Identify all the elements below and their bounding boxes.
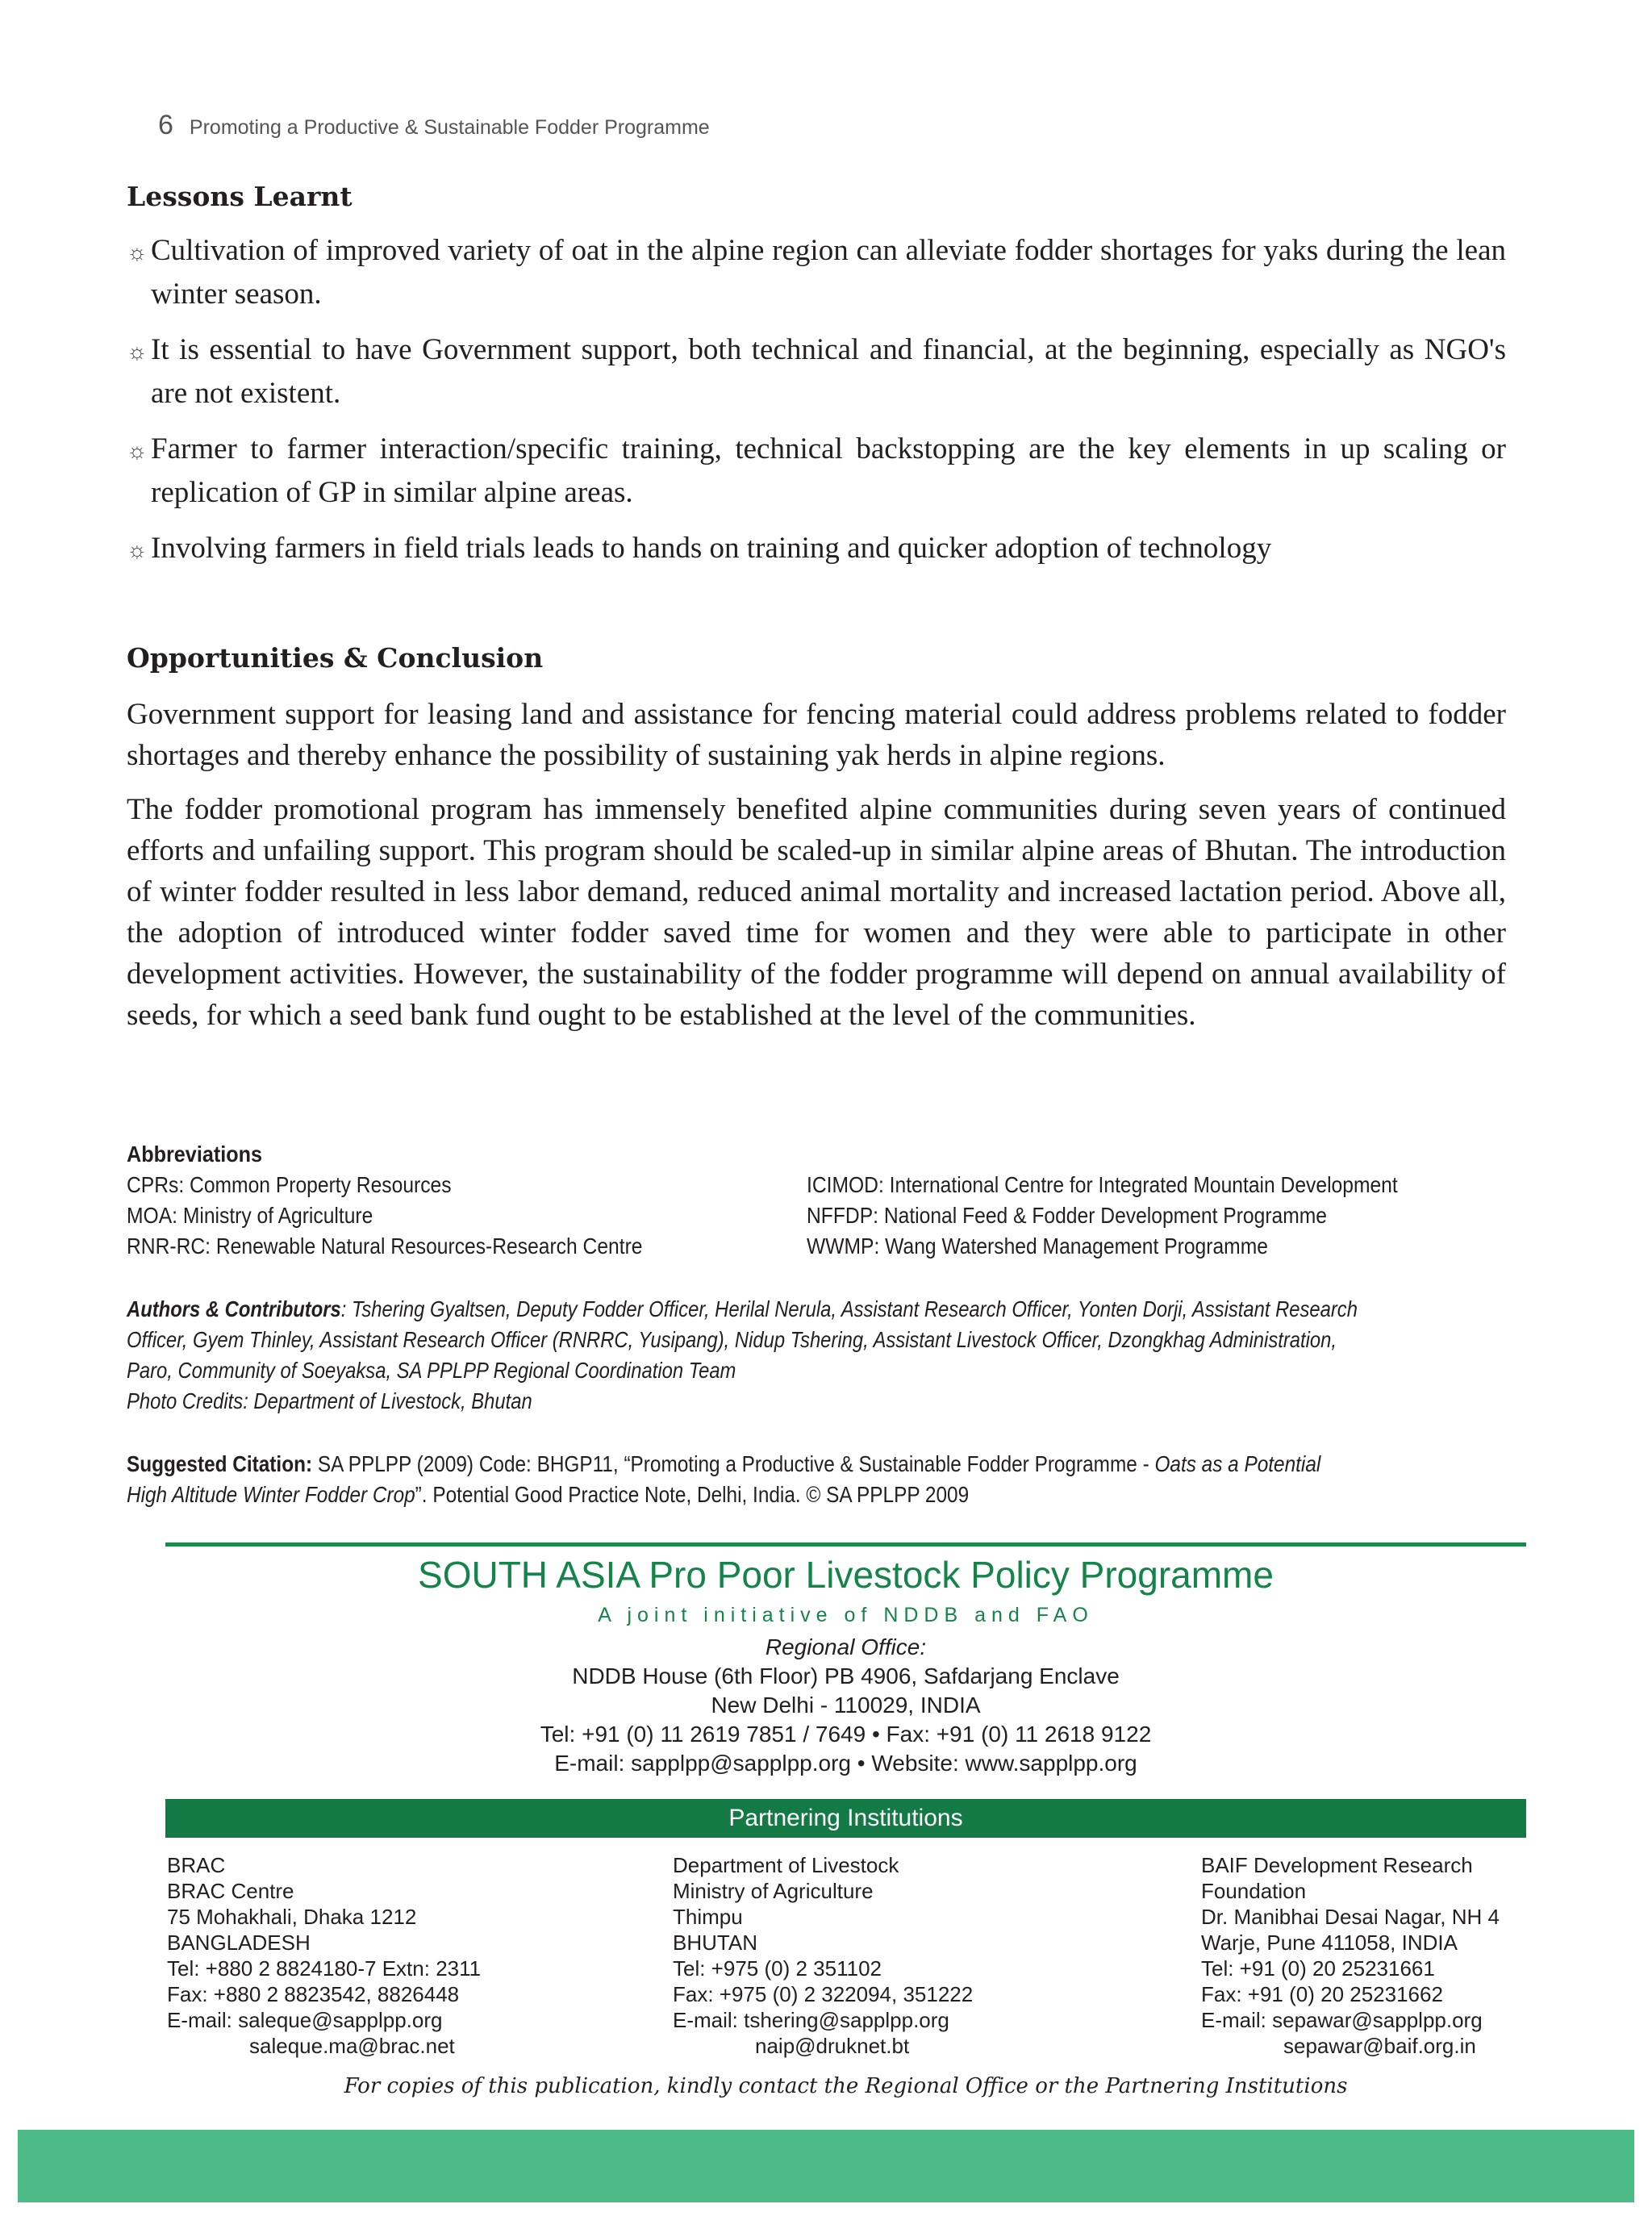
partner-line: Dr. Manibhai Desai Nagar, NH 4: [1201, 1905, 1500, 1929]
citation-title-italic: Oats as a Potential: [1154, 1451, 1321, 1476]
citation-line: [127, 1449, 1362, 1480]
lesson-text: Involving farmers in field trials leads to hands on training and quicker adoption of technology: [151, 532, 1272, 565]
page-number: 6: [158, 110, 173, 140]
partnering-label: Partnering Institutions: [728, 1805, 963, 1831]
partner-brac: [167, 1852, 481, 2059]
partner-line: Fax: +880 2 8823542, 8826448: [167, 1982, 460, 2006]
opportunities-body: [127, 694, 1506, 1049]
partner-line: Fax: +975 (0) 2 322094, 351222: [673, 1982, 974, 2006]
authors-line: Paro, Community of Soeyaksa, SA PPLPP Regional Coordination Team: [127, 1358, 736, 1383]
joint-initiative: A joint initiative of NDDB and FAO: [598, 1604, 1094, 1626]
footer-band: [18, 2130, 1634, 2202]
paragraph: Government support for leasing land and assistance for fencing material could address problems related to fodder shortages and thereby enhance the possibility of sustaining yak herds in alpine regions.: [127, 698, 1506, 772]
list-item: [127, 230, 1506, 315]
partner-line: Tel: +91 (0) 20 25231661: [1201, 1956, 1435, 1981]
citation-line: [127, 1480, 1362, 1510]
list-item: [127, 428, 1506, 513]
citation-text: ”. Potential Good Practice Note, Delhi, India. © SA PPLPP 2009: [415, 1482, 970, 1507]
partner-line: Ministry of Agriculture: [673, 1879, 874, 1903]
footer-divider: [165, 1542, 1526, 1547]
office-title: Regional Office:: [765, 1634, 927, 1659]
suggested-citation: [127, 1449, 1546, 1510]
page-header: [158, 110, 710, 142]
abbreviation-item: WWMP: Wang Watershed Management Programme: [807, 1233, 1268, 1259]
partner-line: E-mail: sepawar@sapplpp.org: [1201, 2008, 1483, 2032]
partner-line: BANGLADESH: [167, 1931, 311, 1955]
citation-text: SA PPLPP (2009) Code: BHGP11, “Promoting a Productive & Sustainable Fodder Programme -: [312, 1451, 1155, 1476]
lesson-text: It is essential to have Government support, both technical and financial, at the beginning, especially as NGO's are not existent.: [151, 333, 1506, 410]
partner-line: BRAC Centre: [167, 1879, 294, 1903]
abbreviation-item: RNR-RC: Renewable Natural Resources-Research Centre: [127, 1233, 643, 1259]
partner-line: Tel: +975 (0) 2 351102: [673, 1956, 882, 1981]
list-item: [127, 528, 1506, 571]
sun-bullet-icon: ☼: [127, 240, 148, 265]
citation-title-italic: High Altitude Winter Fodder Crop: [127, 1482, 415, 1507]
regional-office: [165, 1633, 1526, 1778]
list-item: [127, 329, 1506, 414]
partner-line: BAIF Development Research: [1201, 1853, 1473, 1877]
partner-email-secondary: saleque.ma@brac.net: [249, 2034, 455, 2058]
office-line: Tel: +91 (0) 11 2619 7851 / 7649 • Fax: +91 (0) 11 2618 9122: [540, 1722, 1152, 1747]
sun-bullet-icon: ☼: [127, 439, 148, 464]
abbreviation-item: ICIMOD: International Centre for Integrated Mountain Development: [807, 1172, 1398, 1197]
partner-line: Department of Livestock: [673, 1853, 899, 1877]
authors-line: [127, 1294, 1358, 1325]
lesson-text: Cultivation of improved variety of oat in the alpine region can alleviate fodder shortages for yaks during the lean winter season.: [151, 234, 1506, 311]
running-title: Promoting a Productive & Sustainable Fodder Programme: [189, 116, 710, 139]
partner-line: E-mail: tshering@sapplpp.org: [673, 2008, 949, 2032]
opportunities-heading: Opportunities & Conclusion: [127, 642, 544, 674]
lessons-heading: Lessons Learnt: [127, 181, 353, 212]
office-line: New Delhi - 110029, INDIA: [711, 1693, 981, 1718]
partner-line: Fax: +91 (0) 20 25231662: [1201, 1982, 1443, 2006]
copies-note: For copies of this publication, kindly contact the Regional Office or the Partnering Institutions: [344, 2074, 1348, 2098]
partner-line: Thimpu: [673, 1905, 743, 1929]
abbreviations: [127, 1139, 1506, 1262]
authors-contributors: [127, 1294, 1530, 1417]
partner-line: E-mail: saleque@sapplpp.org: [167, 2008, 443, 2032]
partner-line: 75 Mohakhali, Dhaka 1212: [167, 1905, 417, 1929]
abbreviation-item: NFFDP: National Feed & Fodder Development Programme: [807, 1203, 1328, 1228]
partner-baif: [1201, 1852, 1500, 2059]
partner-email-secondary: sepawar@baif.org.in: [1283, 2034, 1476, 2058]
lessons-list: [127, 230, 1506, 586]
partner-department-of-livestock: [673, 1852, 973, 2059]
office-line: E-mail: sapplpp@sapplpp.org • Website: www.sapplpp.org: [554, 1751, 1137, 1776]
authors-text: : Tshering Gyaltsen, Deputy Fodder Officer, Herilal Nerula, Assistant Research Officer, Yonten Dorji, Assistant Research: [340, 1296, 1358, 1321]
partner-line: Warje, Pune 411058, INDIA: [1201, 1931, 1458, 1955]
sun-bullet-icon: ☼: [127, 538, 148, 563]
photo-credits: Photo Credits: Department of Livestock, Bhutan: [127, 1388, 532, 1413]
authors-line: Officer, Gyem Thinley, Assistant Research Officer (RNRRC, Yusipang), Nidup Tshering, Assistant Livestock Officer, Dzongkhag Administration,: [127, 1327, 1337, 1352]
authors-label: Authors & Contributors: [127, 1296, 341, 1321]
sun-bullet-icon: ☼: [127, 340, 148, 365]
lesson-text: Farmer to farmer interaction/specific training, technical backstopping are the key elements in up scaling or replication of GP in similar alpine areas.: [151, 432, 1506, 509]
partner-line: Foundation: [1201, 1879, 1307, 1903]
partner-line: BHUTAN: [673, 1931, 757, 1955]
citation-label: Suggested Citation:: [127, 1451, 313, 1476]
abbreviation-item: CPRs: Common Property Resources: [127, 1172, 452, 1197]
abbreviations-grid: [127, 1170, 1506, 1262]
paragraph: The fodder promotional program has immensely benefited alpine communities during seven years of continued efforts and unfailing support. This program should be scaled-up in similar alpine areas of Bhutan. The introduction of winter fodder resulted in less labor demand, reduced animal mortality and increased lactation period. Above all, the adoption of introduced winter fodder saved time for women and they were able to participate in other development activities. However, the sustainability of the fodder programme will depend on annual availability of seeds, for which a seed bank fund ought to be established at the level of the communities.: [127, 793, 1506, 1032]
programme-name: SOUTH ASIA Pro Poor Livestock Policy Programme: [418, 1554, 1274, 1596]
abbreviation-item: MOA: Ministry of Agriculture: [127, 1203, 373, 1228]
abbreviations-title: Abbreviations: [127, 1142, 263, 1167]
partner-line: BRAC: [167, 1853, 226, 1877]
office-line: NDDB House (6th Floor) PB 4906, Safdarjang Enclave: [572, 1663, 1120, 1688]
partner-line: Tel: +880 2 8824180-7 Extn: 2311: [167, 1956, 482, 1981]
partnering-institutions-bar: [165, 1799, 1526, 1838]
partner-email-secondary: naip@druknet.bt: [755, 2034, 910, 2058]
